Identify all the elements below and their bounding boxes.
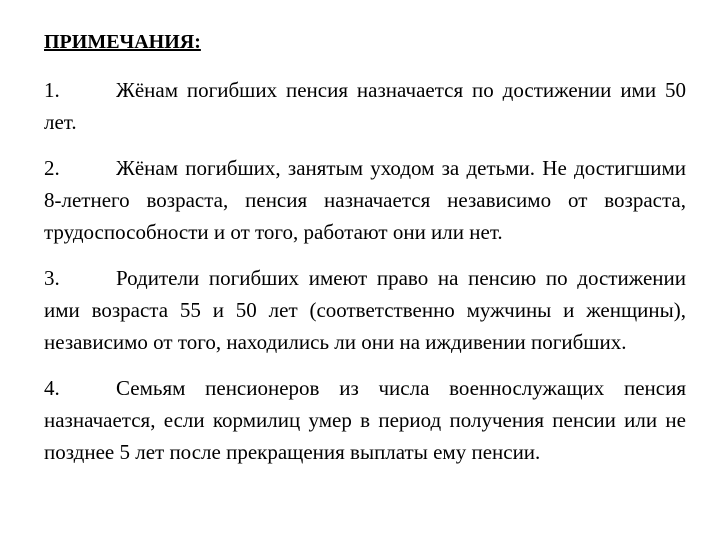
- note-item-4: [44, 372, 686, 468]
- note-text: Жёнам погибших пенсия назначается по достижении ими 50 лет.: [44, 78, 686, 134]
- note-item-2: [44, 152, 686, 248]
- note-text: Семьям пенсионеров из числа военнослужащих пенсия назначается, если кормилиц умер в период получения пенсии или не позднее 5 лет после прекращения выплаты ему пенсии.: [44, 376, 686, 464]
- note-item-1: [44, 74, 686, 138]
- note-item-3: [44, 262, 686, 358]
- note-text: Жёнам погибших, занятым уходом за детьми. Не достигшими 8-летнего возраста, пенсия назначается независимо от возраста, трудоспособности и от того, работают они или нет.: [44, 156, 686, 244]
- note-text: Родители погибших имеют право на пенсию по достижении ими возраста 55 и 50 лет (соответственно мужчины и женщины), независимо от того, находились ли они на иждивении погибших.: [44, 266, 686, 354]
- notes-heading: ПРИМЕЧАНИЯ:: [44, 31, 201, 53]
- slide-content: [44, 28, 686, 482]
- note-number: 1.: [44, 78, 60, 102]
- note-number: 3.: [44, 266, 60, 290]
- note-number: 2.: [44, 156, 60, 180]
- note-number: 4.: [44, 376, 60, 400]
